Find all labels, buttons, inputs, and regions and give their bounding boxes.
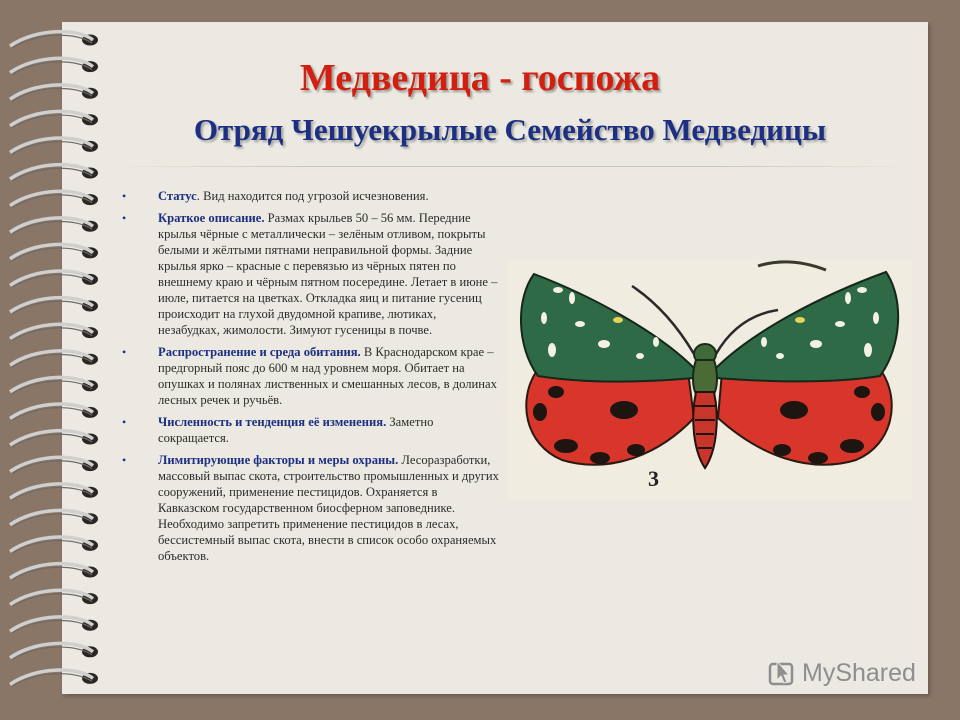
right-fore-wing — [716, 272, 898, 382]
list-item-population — [118, 414, 500, 446]
section-text: В Краснодарском крае – предгорный пояс до 600 м над уровнем моря. Обитает на опушках и полянах лиственных и смешанных лесов, в долинах лесных речек и ручьёв. — [158, 345, 497, 407]
list-item-distribution — [118, 344, 500, 408]
watermark — [768, 656, 916, 690]
butterfly-illustration — [508, 260, 912, 500]
mouse-pointer-icon — [768, 658, 796, 688]
list-item-status — [118, 188, 500, 204]
spiral-ring — [10, 165, 98, 181]
list-item-protection — [118, 452, 500, 564]
plate-number: 3 — [648, 466, 659, 491]
spiral-binding — [0, 0, 110, 720]
section-label: Распространение и среда обитания. — [158, 345, 361, 359]
spiral-ring — [10, 537, 98, 553]
bullet-icon: • — [122, 211, 127, 225]
spiral-ring — [10, 484, 98, 500]
section-text: . Вид находится под угрозой исчезновения. — [196, 189, 429, 203]
spiral-ring — [10, 218, 98, 234]
spiral-ring — [10, 404, 98, 420]
spiral-ring — [10, 590, 98, 606]
page-subtitle: Отряд Чешуекрылые Семейство Медведицы — [193, 112, 827, 147]
species-description-list — [118, 188, 500, 570]
section-text: Размах крыльев 50 – 56 мм. Передние крылья чёрные с металлически – зелёным отливом, покрыты белыми и жёлтыми пятнами неправильной формы. Задние крылья ярко – красные с перевязью из чёрных пятен по внешнему краю и чёрным пятном посередине. Летает в июне – июле, питается на цветках. Откладка яиц и питание гусениц происходит на глухой двудомной крапиве, лютиках, незабудках, жимолости. Зимуют гусеницы в почве. — [158, 211, 498, 337]
neighbor-wing-outline — [758, 262, 826, 270]
page-title: Медведица - госпожа — [299, 57, 661, 99]
bullet-icon: • — [122, 415, 127, 429]
fore-wing-yellow-spots — [613, 317, 805, 323]
spiral-ring — [10, 244, 98, 260]
section-label: Численность и тенденция её изменения. — [158, 415, 387, 429]
butterfly-thorax — [693, 360, 717, 394]
spiral-ring — [10, 377, 98, 393]
bullet-icon: • — [122, 189, 127, 203]
spiral-ring — [10, 670, 98, 686]
section-text: Заметно сокращается. — [158, 415, 434, 445]
bullet-icon: • — [122, 453, 127, 467]
spiral-ring — [10, 510, 98, 526]
spiral-ring — [10, 643, 98, 659]
spiral-ring — [10, 271, 98, 287]
section-text: Лесоразработки, массовый выпас скота, строительство промышленных и других сооружений, применение пестицидов. Охраняется в Кавказском государственном биосферном заповеднике. Необходимо запретить применение пестицидов в лесах, бессистемный выпас скота, внести в список особо охраняемых объектов. — [158, 453, 499, 563]
butterfly-abdomen — [693, 392, 717, 468]
spiral-ring — [10, 32, 98, 48]
spiral-ring — [10, 617, 98, 633]
section-label: Лимитирующие факторы и меры охраны. — [158, 453, 399, 467]
spiral-ring — [10, 564, 98, 580]
spiral-ring — [10, 431, 98, 447]
left-fore-wing — [521, 274, 694, 382]
title-divider — [112, 166, 912, 167]
bullet-icon: • — [122, 345, 127, 359]
section-label: Краткое описание. — [158, 211, 265, 225]
watermark-text: MyShared — [802, 658, 916, 687]
spiral-ring — [10, 298, 98, 314]
spiral-ring — [10, 457, 98, 473]
spiral-ring — [10, 191, 98, 207]
butterfly-image — [508, 260, 912, 500]
spiral-ring — [10, 324, 98, 340]
section-label: Статус — [158, 189, 197, 203]
list-item-description — [118, 210, 500, 338]
spiral-ring — [10, 351, 98, 367]
